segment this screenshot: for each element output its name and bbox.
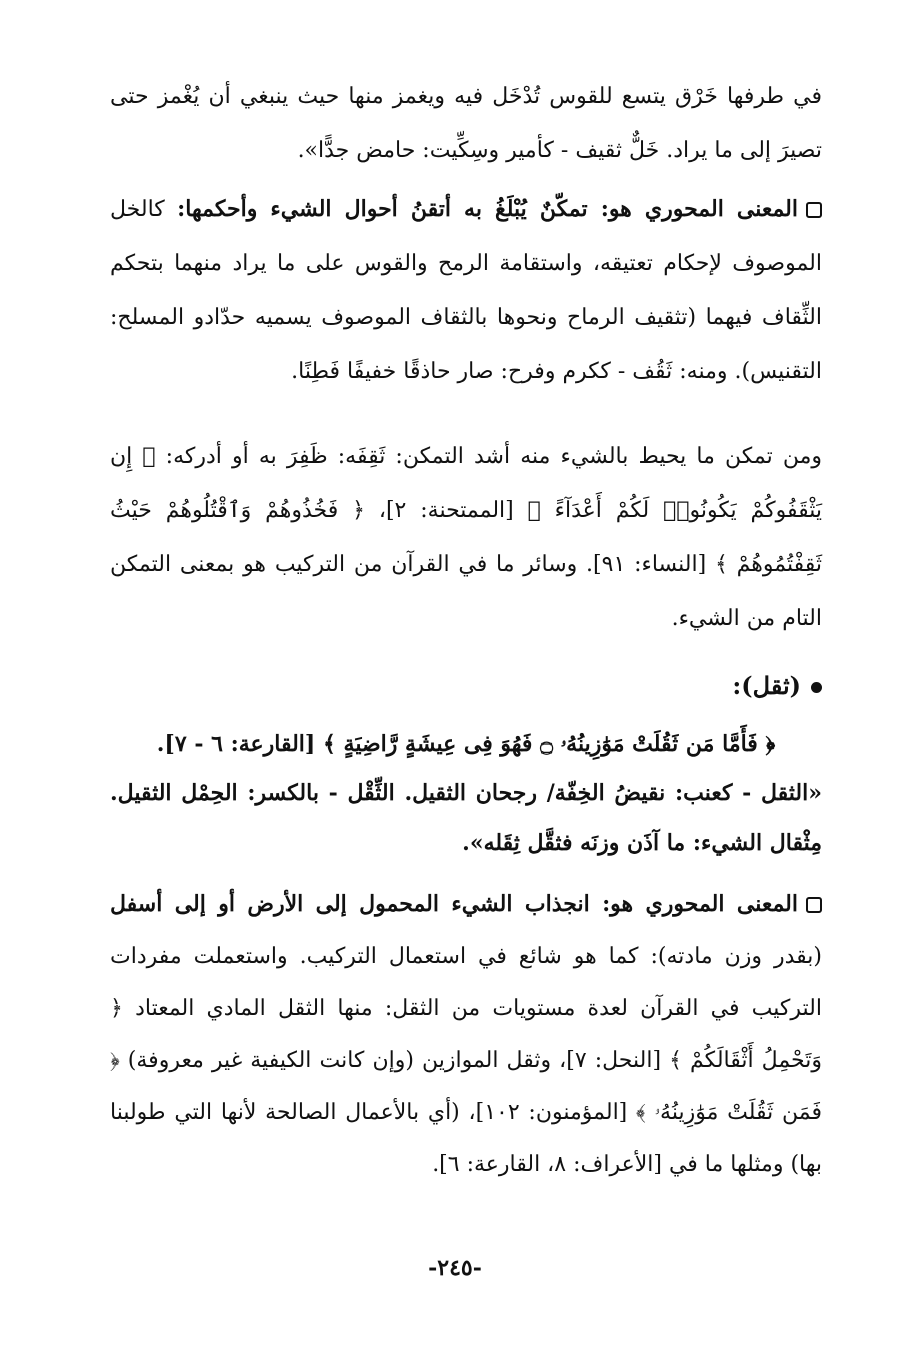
quran-verse [110, 724, 822, 764]
paragraph-lexical-quote [110, 768, 822, 868]
paragraph-text: ومن تمكن ما يحيط بالشيء منه أشد التمكن: ثَقِفَه: ظَفِرَ به أو أدركه: ﴿ إِن يَثْقَفُوكُمْ يَكُونُوا۟ لَكُمْ أَعْدَآءً ﴾ [الممتحنة: ٢]، ﴿ فَخُذُوهُمْ وَٱقْتُلُوهُمْ حَيْثُ ثَقِفْتُمُوهُمْ ﴾ [النساء: ٩١]. وسائر ما في القرآن من التركيب هو بمعنى التمكن التام من الشيء. [110, 444, 823, 631]
paragraph-quran-usage [110, 430, 822, 646]
paragraph-text: «الثقل - كعنب: نقيضُ الخِفّة/ رجحان الثقيل. الثِّقْل - بالكسر: الحِمْل الثقيل. مِثْقال الشيء: ما آذَن وزنَه فثقَّل ثِقَله». [110, 780, 822, 856]
core-meaning-lead: المعنى المحوري هو: انجذاب الشيء المحمول إلى الأرض أو إلى أسفل [110, 891, 798, 917]
entry-heading-text: (ثقل): [732, 671, 801, 700]
core-meaning-lead: المعنى المحوري هو: تمكّنٌ يُبْلَغُ به أتقنُ أحوال الشيء وأحكمها: [177, 196, 799, 222]
square-bullet-icon [806, 897, 822, 913]
quran-verse-text: ﴿ فَأَمَّا مَن ثَقُلَتْ مَوَٰزِينُهُۥ ۝ فَهُوَ فِى عِيشَةٍ رَّاضِيَةٍ ﴾ [القارعة: ٦ - ٧]. [156, 731, 776, 757]
bullet-icon [811, 682, 822, 693]
entry-heading [110, 666, 822, 706]
paragraph-core-meaning-thql [110, 878, 822, 1191]
paragraph-continuation [110, 70, 822, 178]
page-number: -٢٤٥- [428, 1255, 482, 1281]
paragraph-core-meaning-thqf [110, 182, 822, 399]
core-meaning-text: كالخل الموصوف لإحكام تعتيقه، واستقامة الرمح والقوس على ما يراد منهما بتحكم الثِّقاف فيهما (تثقيف الرماح ونحوها بالثقاف الموصوف يسميه حدّادو المسلح: التقنيس). ومنه: ثَقُف - ككرم وفرح: صار حاذقًا خفيفًا فَطِنًا. [110, 197, 822, 384]
core-meaning-text: (بقدر وزن مادته): كما هو شائع في استعمال التركيب. واستعملت مفردات التركيب في القرآن لعدة مستويات من الثقل: منها الثقل المادي المعتاد ﴿ وَتَحْمِلُ أَثْقَالَكُمْ ﴾ [النحل: ٧]، وثقل الموازين (وإن كانت الكيفية غير معروفة) ﴿ فَمَن ثَقُلَتْ مَوَٰزِينُهُۥ ﴾ [المؤمنون: ١٠٢]، (أي بالأعمال الصالحة لأنها التي طولبنا بها) ومثلها ما في [الأعراف: ٨، القارعة: ٦]. [110, 944, 822, 1177]
paragraph-text: في طرفها خَرْق يتسع للقوس تُدْخَل فيه ويغمز منها حيث ينبغي أن يُغْمز حتى تصيرَ إلى ما يراد. خَلٌّ ثقيف - كأمير وسِكِّيت: حامض جدًّا». [110, 84, 822, 163]
square-bullet-icon [806, 202, 822, 218]
